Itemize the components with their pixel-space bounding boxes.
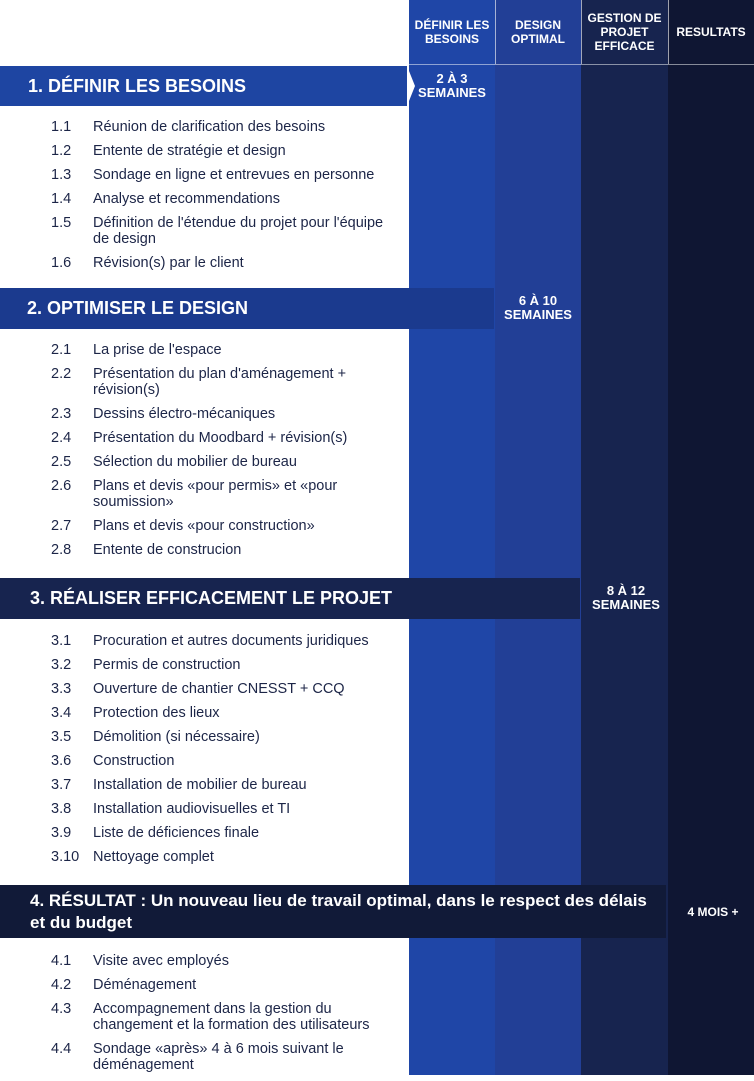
header-rule — [409, 64, 754, 65]
item-text: Déménagement — [93, 977, 197, 993]
list-item — [0, 119, 404, 135]
list-item — [0, 953, 404, 969]
list-item — [0, 1041, 404, 1073]
list-item — [0, 753, 404, 769]
item-number: 1.6 — [51, 255, 72, 271]
item-text: Sondage «après» 4 à 6 mois suivant le déménagement — [93, 1041, 344, 1073]
list-item — [0, 977, 404, 993]
list-item — [0, 825, 404, 841]
list-item — [0, 681, 404, 697]
item-number: 3.3 — [51, 681, 72, 697]
duration-resultats: 4 MOIS + — [687, 905, 739, 919]
column-header-gestion: GESTION DE PROJET EFFICACE — [587, 11, 662, 53]
item-number: 3.1 — [51, 633, 72, 649]
item-number: 2.6 — [51, 478, 72, 494]
item-text: Entente de stratégie et design — [93, 143, 286, 159]
list-item — [0, 143, 404, 159]
duration-definir: 2 À 3 SEMAINES — [418, 71, 486, 100]
item-number: 2.2 — [51, 366, 72, 382]
item-number: 2.4 — [51, 430, 72, 446]
item-number: 2.3 — [51, 406, 72, 422]
item-number: 3.10 — [51, 849, 80, 865]
item-number: 2.7 — [51, 518, 72, 534]
item-text: Sondage en ligne et entrevues en personne — [93, 167, 375, 183]
duration-gestion: 8 À 12 SEMAINES — [592, 583, 660, 612]
list-item — [0, 406, 404, 422]
item-text: Présentation du Moodbard + révision(s) — [93, 430, 348, 446]
section-banner-4: 4. RÉSULTAT : Un nouveau lieu de travail optimal, dans le respect des délais et du budget — [0, 885, 666, 938]
item-text: Installation de mobilier de bureau — [93, 777, 307, 793]
item-text: Définition de l'étendue du projet pour l'équipe de design — [93, 215, 384, 247]
item-number: 3.5 — [51, 729, 72, 745]
item-number: 3.9 — [51, 825, 72, 841]
item-text: Installation audiovisuelles et TI — [93, 801, 291, 817]
item-text: Liste de déficiences finale — [93, 825, 260, 841]
list-item — [0, 518, 404, 534]
item-text: Visite avec employés — [93, 953, 229, 969]
list-item — [0, 633, 404, 649]
item-number: 1.3 — [51, 167, 72, 183]
item-text: Protection des lieux — [93, 705, 220, 721]
section-list-2 — [0, 342, 404, 566]
item-text: Ouverture de chantier CNESST + CCQ — [93, 681, 345, 697]
list-item — [0, 542, 404, 558]
item-text: Plans et devis «pour construction» — [93, 518, 315, 534]
item-text: Démolition (si nécessaire) — [93, 729, 260, 745]
item-text: Réunion de clarification des besoins — [93, 119, 326, 135]
section-list-4 — [0, 953, 404, 1081]
banner-arrow-notch — [407, 66, 415, 106]
list-item — [0, 430, 404, 446]
header-divider — [495, 0, 496, 64]
duration-design: 6 À 10 SEMAINES — [504, 293, 572, 322]
item-text: Accompagnement dans la gestion du changement et la formation des utilisateurs — [93, 1001, 370, 1033]
section-banner-2: 2. OPTIMISER LE DESIGN — [0, 288, 494, 329]
item-number: 1.4 — [51, 191, 72, 207]
item-text: Présentation du plan d'aménagement + révision(s) — [93, 366, 347, 398]
list-item — [0, 657, 404, 673]
header-divider — [668, 0, 669, 64]
item-number: 3.4 — [51, 705, 72, 721]
list-item — [0, 342, 404, 358]
list-item — [0, 366, 404, 398]
item-text: Nettoyage complet — [93, 849, 214, 865]
column-header-definir: DÉFINIR LES BESOINS — [414, 18, 490, 46]
item-text: La prise de l'espace — [93, 342, 222, 358]
item-number: 1.1 — [51, 119, 72, 135]
section-list-3 — [0, 633, 404, 873]
item-number: 4.2 — [51, 977, 72, 993]
section-banner-1: 1. DÉFINIR LES BESOINS — [0, 66, 407, 106]
item-number: 3.7 — [51, 777, 72, 793]
list-item — [0, 1001, 404, 1033]
list-item — [0, 729, 404, 745]
item-number: 2.1 — [51, 342, 72, 358]
header-divider — [581, 0, 582, 64]
item-number: 2.5 — [51, 454, 72, 470]
item-number: 4.3 — [51, 1001, 72, 1017]
item-number: 4.1 — [51, 953, 72, 969]
item-text: Révision(s) par le client — [93, 255, 244, 271]
item-number: 2.8 — [51, 542, 72, 558]
column-header-resultats: RESULTATS — [676, 25, 746, 39]
item-number: 1.2 — [51, 143, 72, 159]
item-text: Dessins électro-mécaniques — [93, 406, 276, 422]
item-number: 3.2 — [51, 657, 72, 673]
list-item — [0, 255, 404, 271]
list-item — [0, 777, 404, 793]
list-item — [0, 478, 404, 510]
item-text: Construction — [93, 753, 175, 769]
section-list-1 — [0, 119, 404, 279]
item-text: Entente de construcion — [93, 542, 242, 558]
item-number: 3.6 — [51, 753, 72, 769]
item-text: Plans et devis «pour permis» et «pour soumission» — [93, 478, 338, 510]
list-item — [0, 167, 404, 183]
item-number: 1.5 — [51, 215, 72, 231]
item-text: Sélection du mobilier de bureau — [93, 454, 297, 470]
item-number: 4.4 — [51, 1041, 72, 1057]
list-item — [0, 705, 404, 721]
list-item — [0, 454, 404, 470]
section-banner-3: 3. RÉALISER EFFICACEMENT LE PROJET — [0, 578, 580, 619]
item-text: Permis de construction — [93, 657, 241, 673]
item-number: 3.8 — [51, 801, 72, 817]
item-text: Procuration et autres documents juridiques — [93, 633, 369, 649]
list-item — [0, 849, 404, 865]
list-item — [0, 801, 404, 817]
column-header-design: DESIGN OPTIMAL — [511, 18, 565, 46]
item-text: Analyse et recommendations — [93, 191, 280, 207]
list-item — [0, 215, 404, 247]
list-item — [0, 191, 404, 207]
